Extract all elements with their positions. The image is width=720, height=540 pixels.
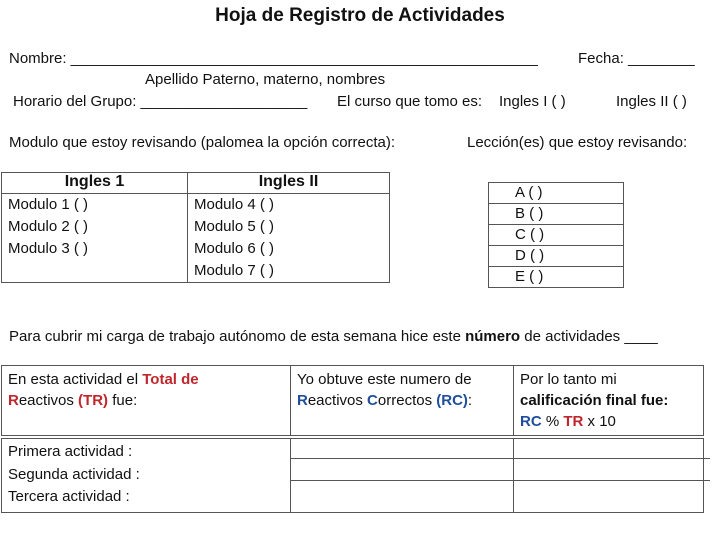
header-text: orrectos: [377, 392, 433, 409]
module-option[interactable]: Modulo 2 ( ): [8, 218, 89, 235]
lesson-option[interactable]: A ( ): [489, 183, 624, 204]
formula-percent: %: [545, 413, 560, 430]
header-reactivos-correctos: [291, 366, 514, 436]
header-red-text: R: [8, 392, 19, 409]
header-blue-text: C: [367, 392, 378, 409]
row-divider: [290, 480, 710, 481]
header-text: :: [467, 392, 473, 409]
activity-row-label: Primera actividad :: [8, 443, 133, 460]
fecha-field[interactable]: Fecha: ________: [578, 50, 695, 67]
header-text: fue:: [112, 392, 138, 409]
calificacion-input-cell[interactable]: [514, 439, 704, 513]
carga-count-field[interactable]: de actividades ____: [524, 328, 658, 345]
module-option[interactable]: Modulo 4 ( ): [194, 196, 275, 213]
header-tr-label: (TR): [78, 392, 109, 409]
leccion-question: Lección(es) que estoy revisando:: [467, 134, 688, 151]
nombre-field[interactable]: Nombre: ________________________________________________________: [9, 50, 538, 67]
lesson-option[interactable]: C ( ): [489, 225, 624, 246]
reactivos-correctos-input-cell[interactable]: [291, 439, 514, 513]
modules-header-ingles-2: Ingles II: [188, 173, 390, 194]
carga-statement[interactable]: [9, 328, 658, 345]
module-option[interactable]: Modulo 3 ( ): [8, 240, 89, 257]
header-text: eactivos: [307, 392, 363, 409]
header-red-text: Total de: [142, 371, 199, 388]
header-total-reactivos: [2, 366, 291, 436]
activity-row-label: Segunda actividad :: [8, 465, 140, 483]
modules-col-ingles-1: [2, 194, 188, 283]
row-divider: [290, 458, 710, 459]
carga-bold: número: [465, 328, 521, 345]
header-text: eactivos: [18, 392, 74, 409]
module-option[interactable]: Modulo 5 ( ): [194, 218, 275, 235]
activities-table: [1, 365, 704, 513]
curso-option-ingles-2[interactable]: Ingles II ( ): [616, 93, 687, 110]
header-rc-label: (RC): [436, 392, 468, 409]
nombre-hint: Apellido Paterno, materno, nombres: [145, 71, 386, 88]
formula-tr: TR: [563, 413, 584, 430]
curso-option-ingles-1[interactable]: Ingles I ( ): [499, 93, 566, 110]
header-calificacion-final: [514, 366, 704, 436]
header-text: Yo obtuve este numero de: [297, 371, 472, 388]
activity-names-cell: [2, 439, 291, 513]
header-text: En esta actividad el: [8, 371, 139, 388]
horario-field[interactable]: Horario del Grupo: ____________________: [13, 93, 308, 110]
module-option[interactable]: Modulo 7 ( ): [194, 262, 275, 279]
modules-table: [1, 172, 390, 283]
curso-label: El curso que tomo es:: [337, 93, 483, 110]
lessons-table: [488, 182, 624, 288]
lesson-option[interactable]: E ( ): [489, 267, 624, 288]
activity-row-label: Tercera actividad :: [8, 488, 130, 505]
lesson-option[interactable]: D ( ): [489, 246, 624, 267]
module-option[interactable]: Modulo 6 ( ): [194, 240, 275, 257]
header-bold-text: calificación final fue:: [520, 392, 669, 409]
formula-rc: RC: [520, 413, 542, 430]
formula-times: x 10: [587, 413, 616, 430]
module-option[interactable]: Modulo 1 ( ): [8, 196, 89, 213]
modules-header-ingles-1: Ingles 1: [2, 173, 188, 194]
modules-col-ingles-2: [188, 194, 390, 283]
carga-text: Para cubrir mi carga de trabajo autónomo de esta semana hice este: [9, 328, 461, 345]
header-blue-text: R: [297, 392, 308, 409]
lesson-option[interactable]: B ( ): [489, 204, 624, 225]
header-text: Por lo tanto mi: [520, 371, 617, 388]
modulo-question: Modulo que estoy revisando (palomea la opción correcta):: [9, 134, 396, 151]
page-title: Hoja de Registro de Actividades: [215, 5, 505, 26]
